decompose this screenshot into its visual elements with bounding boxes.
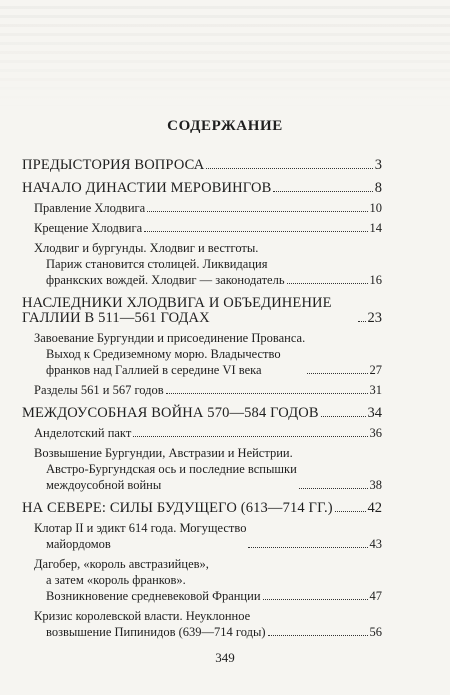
toc-chapter <box>22 296 382 326</box>
toc-page-number: 14 <box>369 221 382 235</box>
leader-dots <box>287 283 368 284</box>
leader-dots <box>268 635 368 636</box>
toc-entry-line: междоусобной войны <box>46 478 162 492</box>
leader-dots <box>321 416 366 417</box>
leader-dots <box>299 488 368 489</box>
toc-subentry <box>34 608 382 640</box>
toc-entry-line: ГАЛЛИИ В 511—561 ГОДАХ <box>22 310 210 326</box>
toc-page-number: 47 <box>369 589 382 603</box>
toc-page-number: 23 <box>367 310 382 326</box>
toc-entry-line: Возникновение средневековой Франции <box>46 589 261 603</box>
toc-entry-line: а затем «король франков». <box>46 573 186 587</box>
leader-dots <box>166 393 368 394</box>
leader-dots <box>273 191 372 192</box>
toc-entry-line: Париж становится столицей. Ликвидация <box>46 257 268 271</box>
toc-page-number: 27 <box>369 363 382 377</box>
toc-chapter <box>22 181 382 196</box>
toc-chapter <box>22 406 382 421</box>
toc-entry-line: Дагобер, «король австразийцев», <box>34 557 209 571</box>
leader-dots <box>133 436 367 437</box>
toc-entry-line: НАСЛЕДНИКИ ХЛОДВИГА И ОБЪЕДИНЕНИЕ <box>22 295 332 311</box>
toc-subentry <box>34 556 382 604</box>
toc-page-number: 38 <box>369 478 382 492</box>
toc-subentry <box>34 220 382 236</box>
table-of-contents <box>22 150 382 640</box>
toc-heading: СОДЕРЖАНИЕ <box>167 118 283 134</box>
toc-subentry <box>34 520 382 552</box>
toc-page-number: 34 <box>367 405 382 421</box>
toc-page-number: 56 <box>369 625 382 639</box>
toc-entry-line: Хлодвиг и бургунды. Хлодвиг и вестготы. <box>34 241 259 255</box>
toc-entry-line: ПРЕДЫСТОРИЯ ВОПРОСА <box>22 157 205 173</box>
leader-dots <box>147 211 367 212</box>
toc-entry-line: Завоевание Бургундии и присоединение Прованса. <box>34 331 306 345</box>
toc-entry-line: Правление Хлодвига <box>34 201 146 215</box>
toc-subentry <box>34 200 382 216</box>
leader-dots <box>263 599 368 600</box>
leader-dots <box>248 547 367 548</box>
toc-entry-line: НАЧАЛО ДИНАСТИИ МЕРОВИНГОВ <box>22 180 272 196</box>
toc-entry-line: франкских вождей. Хлодвиг — законодатель <box>46 273 285 287</box>
toc-page-number: 36 <box>369 426 382 440</box>
toc-page-number: 43 <box>369 537 382 551</box>
toc-page-number: 42 <box>367 500 382 516</box>
toc-page-number: 16 <box>369 273 382 287</box>
leader-dots <box>206 168 372 169</box>
toc-entry-line: Кризис королевской власти. Неуклонное <box>34 609 251 623</box>
toc-subentry <box>34 330 382 378</box>
toc-page-number: 3 <box>374 157 382 173</box>
page-number: 349 <box>215 650 235 665</box>
toc-entry-line: Возвышение Бургундии, Австразии и Нейстрии. <box>34 446 293 460</box>
toc-entry-line: Клотар II и эдикт 614 года. Могущество <box>34 521 247 535</box>
toc-entry-line: Крещение Хлодвига <box>34 221 143 235</box>
leader-dots <box>307 373 367 374</box>
toc-entry-line: МЕЖДОУСОБНАЯ ВОЙНА 570—584 ГОДОВ <box>22 405 319 421</box>
toc-subentry <box>34 240 382 288</box>
toc-entry-line: возвышение Пипинидов (639—714 годы) <box>46 625 266 639</box>
toc-entry-line: НА СЕВЕРЕ: СИЛЫ БУДУЩЕГО (613—714 ГГ.) <box>22 500 333 516</box>
toc-page-number: 8 <box>374 180 382 196</box>
toc-subentry <box>34 382 382 398</box>
leader-dots <box>144 231 367 232</box>
toc-entry-line: Анделотский пакт <box>34 426 132 440</box>
toc-subentry <box>34 445 382 493</box>
toc-subentry <box>34 425 382 441</box>
toc-chapter <box>22 158 382 173</box>
toc-page-number: 31 <box>369 383 382 397</box>
leader-dots <box>358 321 366 322</box>
toc-page-number: 10 <box>369 201 382 215</box>
leader-dots <box>335 511 366 512</box>
toc-entry-line: Австро-Бургундская ось и последние вспышки <box>46 462 297 476</box>
toc-entry-line: майордомов <box>46 537 111 551</box>
toc-chapter <box>22 501 382 516</box>
toc-entry-line: Выход к Средиземному морю. Владычество <box>46 347 281 361</box>
toc-entry-line: франков над Галлией в середине VI века <box>46 363 262 377</box>
toc-entry-line: Разделы 561 и 567 годов <box>34 383 164 397</box>
